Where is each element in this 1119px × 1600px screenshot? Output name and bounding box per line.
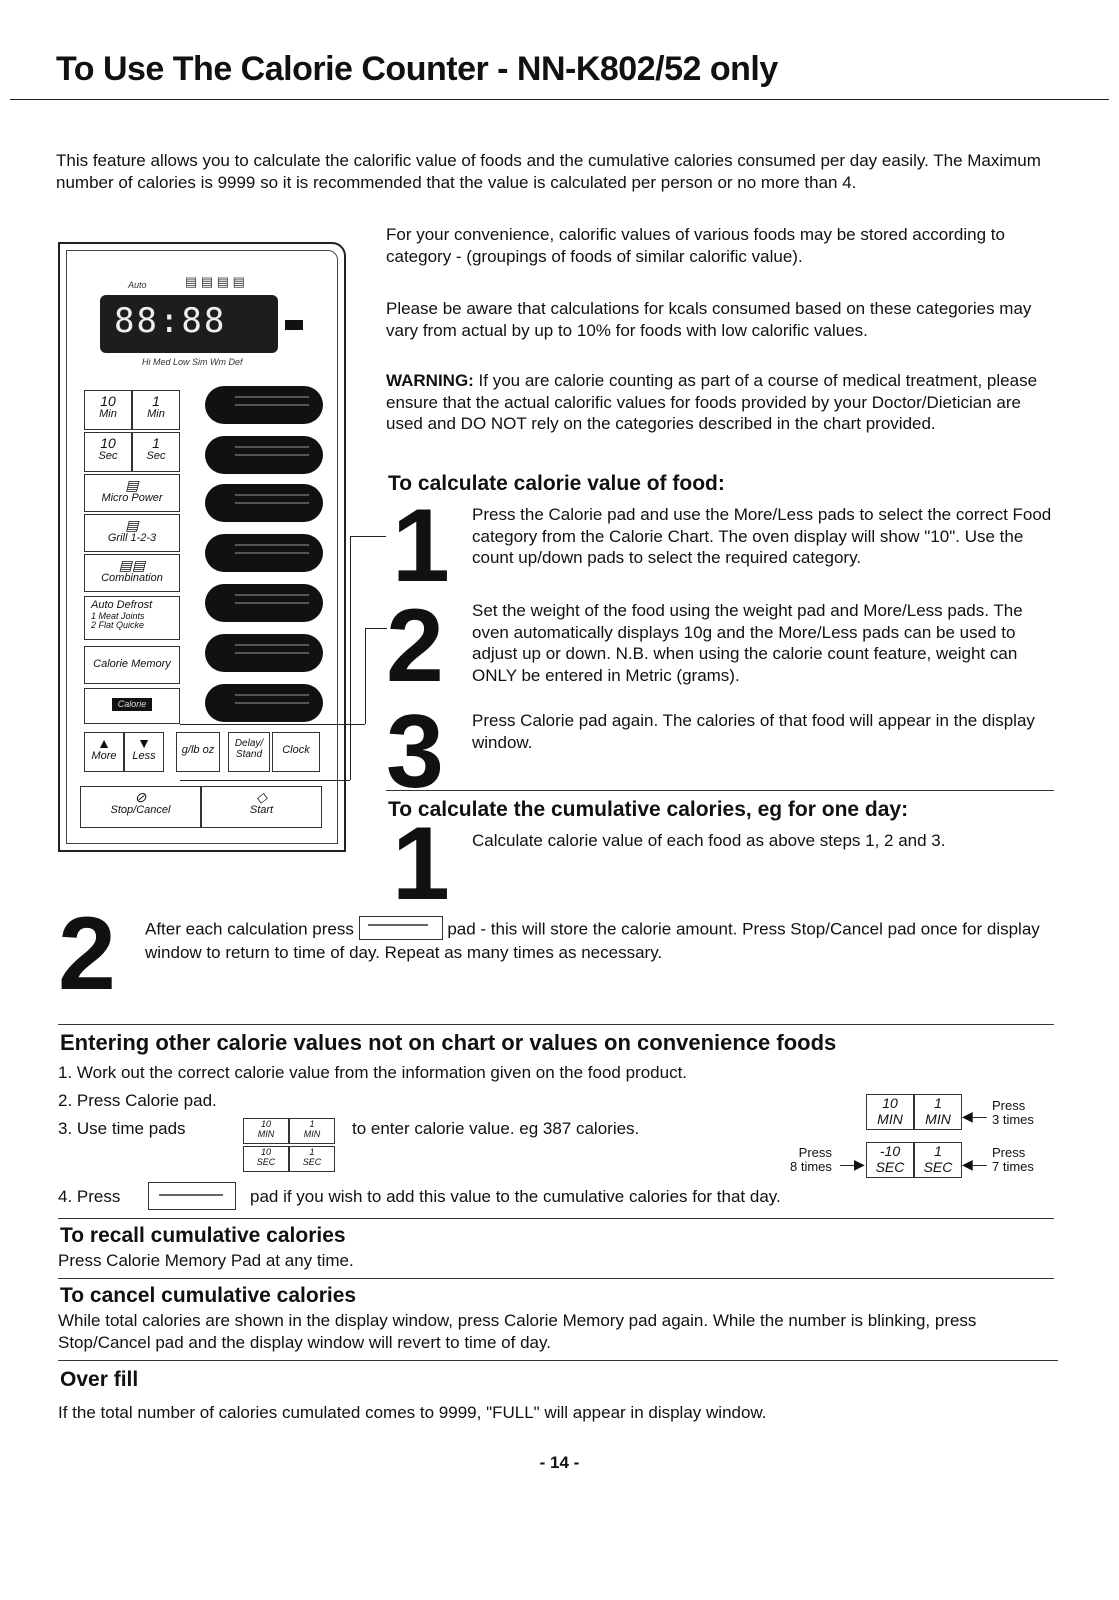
panel-dark-pad-1[interactable] [205, 386, 323, 424]
overfill-heading: Over fill [60, 1368, 139, 1391]
title-rule [10, 99, 1109, 100]
grill-pad[interactable]: ▤ Grill 1-2-3 [84, 514, 180, 552]
other-item-4-text: pad if you wish to add this value to the cumulative calories for that day. [250, 1187, 781, 1206]
display-icons: ▤ ▤ ▤ ▤ [185, 274, 245, 289]
step1-connector-bottom [180, 780, 350, 781]
divider-other [58, 1024, 1054, 1025]
stop-cancel-pad[interactable]: ⊘ Stop/Cancel [80, 786, 201, 828]
calc-food-heading: To calculate calorie value of food: [388, 472, 725, 495]
divider-recall [58, 1218, 1054, 1219]
micro-power-pad[interactable]: ▤ Micro Power [84, 474, 180, 512]
display-window: 88:88 [100, 295, 278, 353]
inline-one-min-pad: 1 MIN [289, 1118, 335, 1144]
example-one-sec-pad: 1 SEC [914, 1142, 962, 1178]
inline-calorie-memory-pad [148, 1182, 236, 1210]
calc-step-2: Set the weight of the food using the weight pad and More/Less pads. The oven automatically displays 10g and the More/Less pads can be used to adjust up or down. N.B. when using the calorie count feature, weight can ONLY be entered in Metric (grams). [472, 601, 1023, 685]
calorie-memory-pad[interactable]: Calorie Memory [84, 646, 180, 684]
cumulative-step-number-1: 1 [392, 806, 446, 922]
example-one-min-pad: 1 MIN [914, 1094, 962, 1130]
recall-heading: To recall cumulative calories [60, 1224, 346, 1247]
cumulative-step-1: Calculate calorie value of each food as above steps 1, 2 and 3. [472, 831, 946, 850]
other-item-3-label: 3. Use time pads [58, 1119, 186, 1138]
ten-min-pad[interactable]: 10 Min [84, 390, 132, 430]
panel-dark-pad-5[interactable] [205, 584, 323, 622]
inline-one-sec-pad: 1 SEC [289, 1146, 335, 1172]
calorie-memory-key-icon [359, 916, 443, 940]
arrow-3-times: ◀— [962, 1108, 987, 1124]
one-min-pad[interactable]: 1 Min [132, 390, 180, 430]
other-item-2: 2. Press Calorie pad. [58, 1091, 217, 1110]
arrow-8-times: —▶ [840, 1156, 865, 1172]
other-item-1: 1. Work out the correct calorie value from the information given on the food product. [58, 1063, 688, 1082]
press-3-times: Press 3 times [992, 1098, 1034, 1127]
aware-paragraph: Please be aware that calculations for kcals consumed based on these categories may vary from actual by up to 10% for foods with low calorific values. [386, 299, 1032, 340]
calc-step-3: Press Calorie pad again. The calories of that food will appear in the display window. [472, 711, 1035, 752]
page-title: To Use The Calorie Counter - NN-K802/52 only [56, 50, 778, 88]
other-item-3-text: to enter calorie value. eg 387 calories. [352, 1119, 640, 1138]
calc-step-1: Press the Calorie pad and use the More/Less pads to select the correct Food category from the Calorie Chart. The oven display will show "10". Use the count up/down pads to select the required category. [472, 505, 1052, 567]
warning-paragraph [386, 370, 1054, 435]
combination-pad[interactable]: ▤▤ Combination [84, 554, 180, 592]
ten-sec-pad[interactable]: 10 Sec [84, 432, 132, 472]
step-number-2: 2 [386, 588, 440, 704]
auto-defrost-pad[interactable]: Auto Defrost 1 Meat Joints 2 Flat Quicke [84, 596, 180, 640]
other-heading: Entering other calorie values not on chart or values on convenience foods [60, 1030, 837, 1055]
step2-connector-bottom [180, 724, 365, 725]
panel-dark-pad-4[interactable] [205, 534, 323, 572]
less-pad[interactable]: ▼ Less [124, 732, 164, 772]
start-pad[interactable]: ◇ Start [201, 786, 322, 828]
inline-ten-min-pad: 10 MIN [243, 1118, 289, 1144]
cumulative-step-2: After each calculation press pad - this will store the calorie amount. Press Stop/Cancel pad once for display window to return to time of day. Repeat as many times as necessary. [145, 918, 1045, 964]
divider-cancel [58, 1278, 1054, 1279]
delay-stand-pad[interactable]: Delay/ Stand [228, 732, 270, 772]
example-ten-sec-pad: -10 SEC [866, 1142, 914, 1178]
more-pad[interactable]: ▲ More [84, 732, 124, 772]
divider-overfill [58, 1360, 1058, 1361]
step1-connector [350, 536, 386, 537]
arrow-7-times: ◀— [962, 1156, 987, 1172]
divider-cumulative [386, 790, 1054, 791]
cancel-text: While total calories are shown in the display window, press Calorie Memory pad again. While the number is blinking, press Stop/Cancel pad and the display window will revert to time of day. [58, 1311, 977, 1352]
overfill-text: If the total number of calories cumulated comes to 9999, "FULL" will appear in display window. [58, 1403, 767, 1422]
weight-pad[interactable]: g/lb oz [176, 732, 220, 772]
panel-dark-pad-2[interactable] [205, 436, 323, 474]
power-indicator-row: Hi Med Low Sim Wm Def [142, 357, 243, 367]
step1-connector-vertical [350, 536, 351, 780]
step2-connector-vertical [365, 628, 366, 724]
calorie-pad[interactable]: Calorie [84, 688, 180, 724]
inline-ten-sec-pad: 10 SEC [243, 1146, 289, 1172]
auto-indicator: Auto [128, 280, 147, 290]
warning-label: WARNING: [386, 371, 474, 390]
panel-dark-pad-3[interactable] [205, 484, 323, 522]
panel-dark-pad-7[interactable] [205, 684, 323, 722]
clock-pad[interactable]: Clock [272, 732, 320, 772]
step2-connector [365, 628, 387, 629]
cumulative-heading: To calculate the cumulative calories, eg for one day: [388, 798, 909, 821]
panel-dark-pad-6[interactable] [205, 634, 323, 672]
page-number: - 14 - [539, 1453, 580, 1472]
one-sec-pad[interactable]: 1 Sec [132, 432, 180, 472]
other-item-4-label: 4. Press [58, 1187, 121, 1206]
convenience-paragraph: For your convenience, calorific values of various foods may be stored according to category - (groupings of foods of similar calorific value). [386, 225, 1005, 266]
example-ten-min-pad: 10 MIN [866, 1094, 914, 1130]
display-marker [285, 320, 303, 330]
step-number-1: 1 [392, 488, 446, 604]
press-7-times: Press 7 times [992, 1145, 1034, 1174]
press-8-times: Press 8 times [790, 1145, 832, 1174]
cumulative-step-number-2: 2 [58, 896, 112, 1012]
cancel-heading: To cancel cumulative calories [60, 1284, 357, 1307]
warning-text: If you are calorie counting as part of a course of medical treatment, please ensure that the actual calorific values for foods provided by your Doctor/Dietician are used and DO NOT rely on the categories described in the chart provided. [386, 371, 1038, 433]
intro-paragraph: This feature allows you to calculate the calorific value of foods and the cumulative calories consumed per day easily. The Maximum number of calories is 9999 so it is recommended that the value is calculated per person or no more than 4. [56, 151, 1041, 192]
recall-text: Press Calorie Memory Pad at any time. [58, 1251, 354, 1270]
step-number-3: 3 [386, 694, 440, 810]
